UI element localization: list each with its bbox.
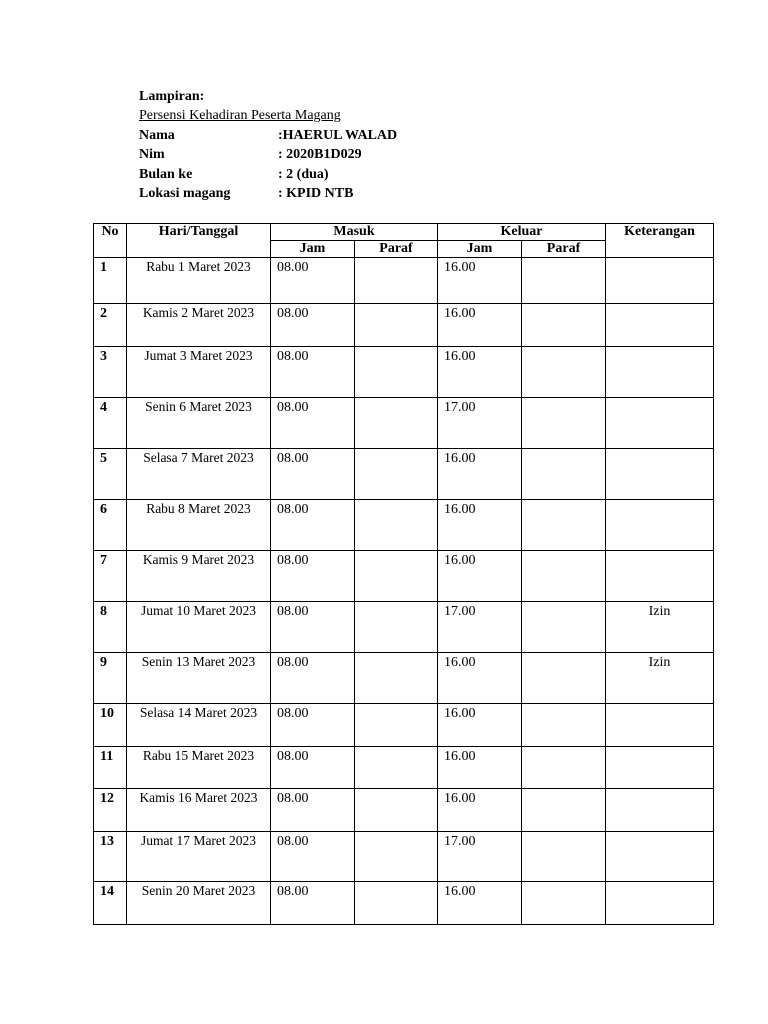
row-keterangan [606, 258, 714, 304]
row-date: Rabu 8 Maret 2023 [127, 500, 271, 551]
row-number: 11 [94, 747, 127, 789]
masuk-paraf [355, 832, 438, 882]
table-row [94, 304, 714, 347]
masuk-jam: 08.00 [271, 789, 355, 832]
row-date: Selasa 7 Maret 2023 [127, 449, 271, 500]
masuk-paraf [355, 602, 438, 653]
masuk-jam: 08.00 [271, 258, 355, 304]
row-number: 2 [94, 304, 127, 347]
document-title: Persensi Kehadiran Peserta Magang [139, 108, 341, 124]
masuk-paraf [355, 882, 438, 925]
keluar-paraf [522, 258, 606, 304]
field-nim [139, 145, 397, 164]
table-row [94, 449, 714, 500]
masuk-paraf [355, 398, 438, 449]
keluar-paraf [522, 500, 606, 551]
masuk-jam: 08.00 [271, 398, 355, 449]
table-row [94, 747, 714, 789]
row-keterangan [606, 304, 714, 347]
row-keterangan [606, 551, 714, 602]
row-date: Rabu 15 Maret 2023 [127, 747, 271, 789]
masuk-paraf [355, 704, 438, 747]
keluar-jam: 16.00 [438, 704, 522, 747]
row-date: Rabu 1 Maret 2023 [127, 258, 271, 304]
keluar-paraf [522, 882, 606, 925]
col-header-keluar: Keluar [438, 224, 606, 241]
row-keterangan: Izin [606, 653, 714, 704]
row-number: 13 [94, 832, 127, 882]
row-number: 14 [94, 882, 127, 925]
row-number: 8 [94, 602, 127, 653]
header-row [94, 224, 714, 241]
table-row [94, 500, 714, 551]
masuk-jam: 08.00 [271, 882, 355, 925]
masuk-jam: 08.00 [271, 551, 355, 602]
masuk-paraf [355, 500, 438, 551]
masuk-paraf [355, 449, 438, 500]
keluar-paraf [522, 602, 606, 653]
table-row [94, 398, 714, 449]
col-header-keluar-jam: Jam [438, 241, 522, 258]
row-keterangan [606, 747, 714, 789]
lampiran-label: Lampiran: [139, 89, 205, 104]
row-number: 1 [94, 258, 127, 304]
field-bulan [139, 165, 397, 184]
masuk-paraf [355, 304, 438, 347]
row-number: 7 [94, 551, 127, 602]
field-value: : 2020B1D029 [278, 147, 362, 163]
table-row [94, 832, 714, 882]
col-header-no: No [94, 224, 127, 258]
row-number: 3 [94, 347, 127, 398]
row-date: Jumat 17 Maret 2023 [127, 832, 271, 882]
row-keterangan [606, 347, 714, 398]
row-keterangan [606, 398, 714, 449]
row-number: 5 [94, 449, 127, 500]
row-keterangan [606, 449, 714, 500]
keluar-paraf [522, 304, 606, 347]
field-label: Lokasi magang [139, 186, 231, 202]
row-keterangan [606, 500, 714, 551]
masuk-paraf [355, 653, 438, 704]
masuk-paraf [355, 551, 438, 602]
keluar-jam: 16.00 [438, 653, 522, 704]
masuk-jam: 08.00 [271, 602, 355, 653]
col-header-keterangan: Keterangan [606, 224, 714, 258]
masuk-paraf [355, 747, 438, 789]
table-row [94, 347, 714, 398]
attendance-table [93, 223, 714, 925]
field-value: : KPID NTB [278, 186, 354, 202]
col-header-masuk-paraf: Paraf [355, 241, 438, 258]
row-number: 6 [94, 500, 127, 551]
row-keterangan [606, 832, 714, 882]
keluar-jam: 16.00 [438, 500, 522, 551]
col-header-date: Hari/Tanggal [127, 224, 271, 258]
row-number: 4 [94, 398, 127, 449]
table-row [94, 704, 714, 747]
row-number: 10 [94, 704, 127, 747]
row-date: Kamis 16 Maret 2023 [127, 789, 271, 832]
table-row [94, 882, 714, 925]
masuk-jam: 08.00 [271, 449, 355, 500]
masuk-jam: 08.00 [271, 304, 355, 347]
row-date: Selasa 14 Maret 2023 [127, 704, 271, 747]
masuk-paraf [355, 789, 438, 832]
keluar-paraf [522, 449, 606, 500]
masuk-jam: 08.00 [271, 500, 355, 551]
keluar-paraf [522, 653, 606, 704]
keluar-jam: 17.00 [438, 398, 522, 449]
keluar-jam: 16.00 [438, 258, 522, 304]
table-row [94, 602, 714, 653]
row-keterangan [606, 789, 714, 832]
field-label: Nim [139, 147, 165, 163]
col-header-keluar-paraf: Paraf [522, 241, 606, 258]
keluar-jam: 17.00 [438, 602, 522, 653]
field-label: Bulan ke [139, 166, 193, 182]
col-header-masuk: Masuk [271, 224, 438, 241]
table-row [94, 258, 714, 304]
document-header [139, 87, 397, 203]
keluar-jam: 17.00 [438, 832, 522, 882]
masuk-jam: 08.00 [271, 347, 355, 398]
row-keterangan [606, 704, 714, 747]
keluar-paraf [522, 704, 606, 747]
keluar-paraf [522, 347, 606, 398]
keluar-jam: 16.00 [438, 882, 522, 925]
col-header-masuk-jam: Jam [271, 241, 355, 258]
table-row [94, 551, 714, 602]
keluar-jam: 16.00 [438, 551, 522, 602]
row-number: 9 [94, 653, 127, 704]
keluar-paraf [522, 789, 606, 832]
field-value: :HAERUL WALAD [278, 127, 398, 143]
keluar-paraf [522, 398, 606, 449]
row-date: Jumat 10 Maret 2023 [127, 602, 271, 653]
row-date: Kamis 2 Maret 2023 [127, 304, 271, 347]
masuk-jam: 08.00 [271, 832, 355, 882]
masuk-paraf [355, 347, 438, 398]
table-row [94, 789, 714, 832]
keluar-jam: 16.00 [438, 304, 522, 347]
row-date: Senin 20 Maret 2023 [127, 882, 271, 925]
keluar-jam: 16.00 [438, 789, 522, 832]
masuk-paraf [355, 258, 438, 304]
keluar-jam: 16.00 [438, 347, 522, 398]
keluar-jam: 16.00 [438, 449, 522, 500]
keluar-paraf [522, 747, 606, 789]
table-row [94, 653, 714, 704]
field-label: Nama [139, 127, 175, 143]
row-date: Jumat 3 Maret 2023 [127, 347, 271, 398]
keluar-paraf [522, 832, 606, 882]
field-nama [139, 126, 397, 145]
row-date: Senin 13 Maret 2023 [127, 653, 271, 704]
masuk-jam: 08.00 [271, 747, 355, 789]
table-body [94, 258, 714, 925]
masuk-jam: 08.00 [271, 704, 355, 747]
field-lokasi [139, 184, 397, 203]
masuk-jam: 08.00 [271, 653, 355, 704]
row-keterangan [606, 882, 714, 925]
row-date: Kamis 9 Maret 2023 [127, 551, 271, 602]
row-date: Senin 6 Maret 2023 [127, 398, 271, 449]
keluar-jam: 16.00 [438, 747, 522, 789]
keluar-paraf [522, 551, 606, 602]
row-number: 12 [94, 789, 127, 832]
field-value: : 2 (dua) [278, 166, 329, 182]
row-keterangan: Izin [606, 602, 714, 653]
